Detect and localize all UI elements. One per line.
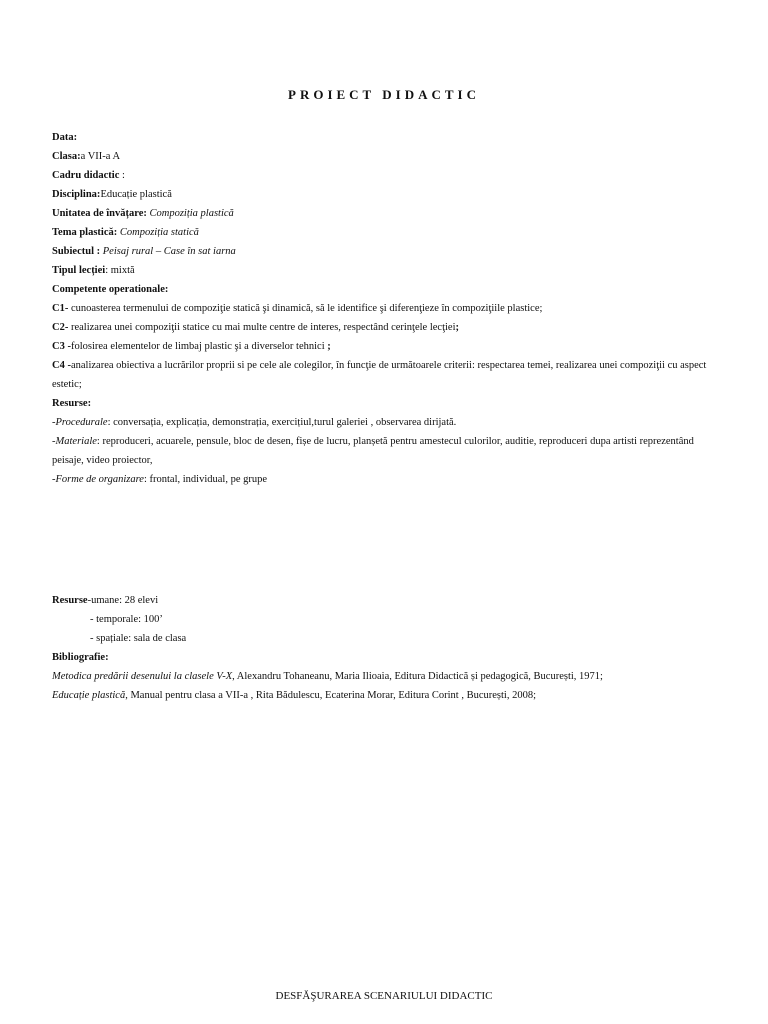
tema-label: Tema plastică:: [52, 227, 118, 238]
resurse-heading: [52, 394, 718, 413]
c1-line: [52, 299, 718, 318]
page-title: PROIECT DIDACTIC: [288, 87, 480, 102]
c2-line: [52, 318, 718, 337]
disciplina-line: [52, 185, 718, 204]
footer-heading: DESFĂŞURAREA SCENARIULUI DIDACTIC: [275, 990, 493, 1002]
tipul-value: : mixtă: [105, 265, 135, 276]
resurse-umane-line: [52, 591, 718, 610]
procedurale-text: : conversația, explicația, demonstrația, exercițiul,turul galeriei , observarea dirijată.: [107, 417, 457, 428]
c3-text: folosirea elementelor de limbaj plastic şi a diverselor tehnici: [70, 341, 328, 352]
resurse-spatiale: - spațiale: sala de clasa: [90, 633, 187, 644]
competente-heading-text: Competente operationale:: [52, 284, 169, 295]
disciplina-value: Educație plastică: [100, 189, 172, 200]
resurse-heading-text: Resurse:: [52, 398, 92, 409]
clasa-label: Clasa:: [52, 151, 81, 162]
c2-label: C2-: [52, 322, 69, 333]
c3-line: [52, 337, 718, 356]
c2-text: realizarea unei compoziţii statice cu mai multe centre de interes, respectând cerinţele lecţiei: [68, 322, 456, 333]
resurse-spatiale-line: [52, 629, 718, 648]
ref2-rest: , Manual pentru clasa a VII-a , Rita Bădulescu, Ecaterina Morar, Editura Corint , București, 2008;: [125, 690, 537, 701]
subiectul-line: [52, 242, 718, 261]
resurse-temporale: - temporale: 100’: [90, 614, 163, 625]
c1-label: C1-: [52, 303, 69, 314]
materiale-label: Materiale: [55, 436, 97, 447]
tipul-label: Tipul lecției: [52, 265, 106, 276]
cadru-label: Cadru didactic: [52, 170, 120, 181]
c4-line: [52, 356, 718, 394]
project-details: [52, 128, 718, 489]
competente-heading: [52, 280, 718, 299]
ref2-title: Educație plastică: [52, 690, 126, 701]
c3-label: C3 -: [52, 341, 71, 352]
cadru-line: [52, 166, 718, 185]
unitatea-label: Unitatea de învățare:: [52, 208, 147, 219]
bibliografie-ref-1: [52, 667, 718, 686]
procedurale-line: -Procedurale: conversația, explicația, demonstrația, exercițiul,turul galeriei , observarea dirijată.: [52, 417, 457, 428]
disciplina-label: Disciplina:: [52, 189, 101, 200]
c4-text: analizarea obiectiva a lucrărilor proprii si pe cele ale colegilor, în funcţie de următoarele criterii: respectarea temei, realizarea unei compoziţii cu aspect estetic;: [52, 360, 707, 390]
forme-label: Forme de organizare: [55, 474, 144, 485]
clasa-value: a VII-a A: [80, 151, 121, 162]
subiectul-value: Peisaj rural – Case în sat iarna: [102, 246, 236, 257]
bibliografie-heading: [52, 648, 718, 667]
tema-value: Compoziția statică: [119, 227, 199, 238]
c2-end: ;: [455, 322, 459, 333]
data-line: [52, 128, 718, 147]
c3-end: ;: [327, 341, 331, 352]
clasa-line: [52, 147, 718, 166]
unitatea-value: Compoziția plastică: [149, 208, 234, 219]
bibliografie-ref-2: [52, 686, 718, 705]
resurse-label: Resurse: [52, 595, 88, 606]
ref1-title: Metodica predării desenului la clasele V-X: [52, 671, 233, 682]
forme-text: : frontal, individual, pe grupe: [143, 474, 268, 485]
bibliografie-heading-text: Bibliografie:: [52, 652, 109, 663]
c4-label: C4 -: [52, 360, 71, 371]
cadru-value: :: [119, 170, 125, 181]
data-label: Data:: [52, 132, 78, 143]
resurse-umane: -umane: 28 elevi: [87, 595, 159, 606]
c1-text: cunoasterea termenului de compoziţie statică şi dinamică, să le identifice şi diferenţieze în compoziţiile plastice;: [68, 303, 543, 314]
forme-line: -Forme de organizare: frontal, individual, pe grupe: [52, 474, 268, 485]
tema-line: [52, 223, 718, 242]
ref1-rest: , Alexandru Tohaneanu, Maria Ilioaia, Editura Didactică și pedagogică, București, 1971;: [232, 671, 603, 682]
subiectul-label: Subiectul :: [52, 246, 101, 257]
materiale-text: : reproduceri, acuarele, pensule, bloc de desen, fișe de lucru, planșetă pentru amestecul culorilor, auditie, reproduceri dupa artisti reprezentând peisaje, video proiector,: [52, 436, 694, 466]
unitatea-line: [52, 204, 718, 223]
resources-bibliography: [52, 591, 718, 705]
tipul-line: [52, 261, 718, 280]
procedurale-label: Procedurale: [55, 417, 108, 428]
materiale-line: -Materiale: reproduceri, acuarele, pensule, bloc de desen, fișe de lucru, planșetă pentru amestecul culorilor, auditie, reproduceri dupa artisti reprezentând peisaje, video proiector,: [52, 436, 694, 466]
resurse-temporale-line: [52, 610, 718, 629]
